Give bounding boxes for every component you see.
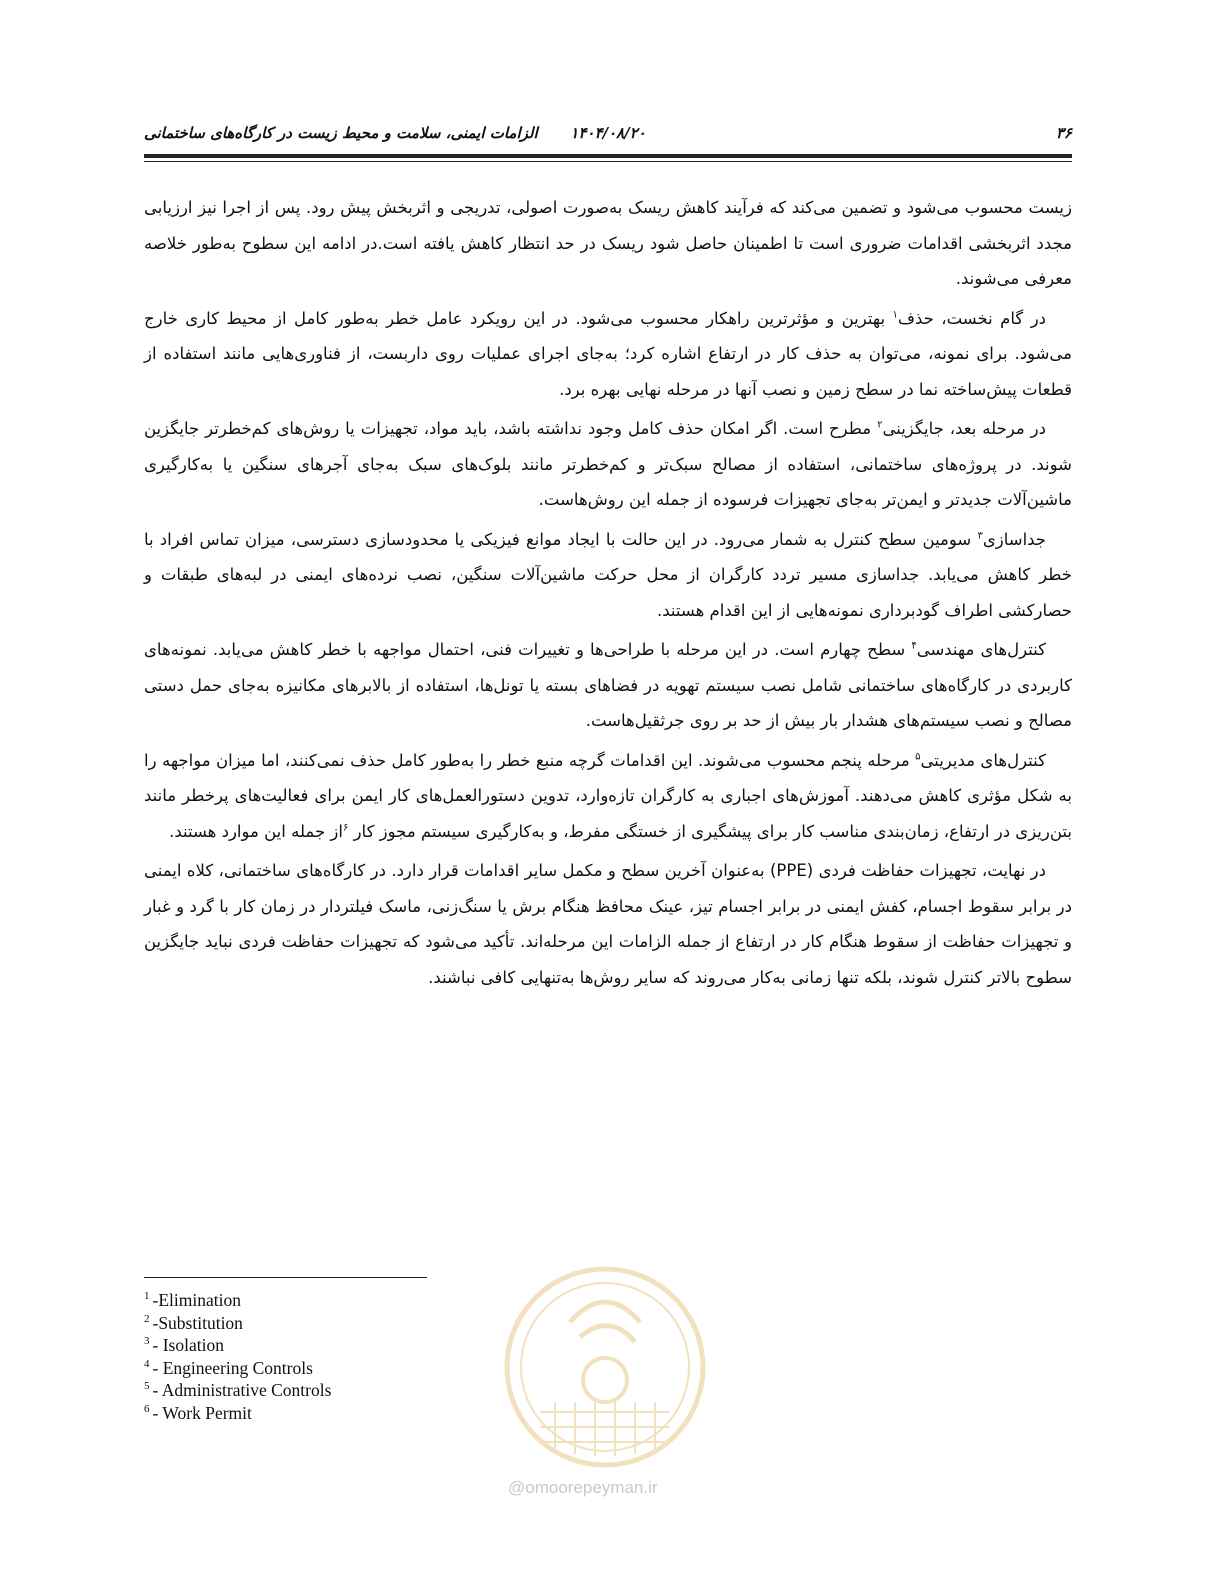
watermark-text: @omoorepeyman.ir: [508, 1478, 658, 1497]
footnote-ref[interactable]: ۶: [342, 822, 349, 833]
page-header: [144, 120, 1072, 148]
footnote-ref[interactable]: ۱: [892, 309, 898, 320]
header-rule-thin: [144, 161, 1072, 162]
header-title: الزامات ایمنی، سلامت و محیط زیست در کارگاه‌های ساختمانی: [144, 124, 538, 142]
footnote-item: $^6$ - Work Permit: [144, 1402, 252, 1423]
footnote-ref[interactable]: ۳: [977, 530, 983, 541]
footnote-item: $^5$ - Administrative Controls: [144, 1380, 332, 1400]
footnotes: [144, 1289, 544, 1424]
footnote-item: $^3$ - Isolation: [144, 1335, 224, 1355]
footnote-rule: [144, 1277, 427, 1278]
footnote-item: $^1$ -Elimination: [144, 1290, 241, 1310]
body-text: [144, 190, 1072, 999]
header-date: ۱۴۰۴/۰۸/۲۰: [570, 124, 646, 142]
paragraph-isolation: جداسازی$^۳$ سومین سطح کنترل به شمار می‌رود. در این حالت با ایجاد موانع فیزیکی یا محدودسازی دسترسی، میزان تماس افراد با خطر کاهش می‌یابد. جداسازی مسیر تردد کارگران از محل حرکت ماشین‌آلات سنگین، نصب نرده‌های ایمنی در لبه‌های طبقات و حصارکشی اطراف گودبرداری نمونه‌هایی از این اقدام هستند.: [144, 529, 1072, 620]
paragraph-elimination: در گام نخست، حذف$^۱$ بهترین و مؤثرترین راهکار محسوب می‌شود. در این رویکرد عامل خطر به‌طور کامل از محیط کاری خارج می‌شود. برای نمونه، می‌توان به حذف کار در ارتفاع اشاره کرد؛ به‌جای اجرای عملیات روی داربست، از فناوری‌هایی مانند استفاده از قطعات پیش‌ساخته نما در سطح زمین و نصب آنها در مرحله نهایی بهره برد.: [144, 308, 1072, 399]
header-rule-thick: [144, 154, 1072, 158]
footnote-item: $^4$ - Engineering Controls: [144, 1357, 313, 1378]
paragraph-engineering: کنترل‌های مهندسی$^۴$ سطح چهارم است. در این مرحله با طراحی‌ها و تغییرات فنی، احتمال مواجهه با خطر کاهش می‌یابد. نمونه‌های کاربردی در کارگاه‌های ساختمانی شامل نصب سیستم تهویه در فضاهای بسته یا تونل‌ها، استفاده از بالابرهای مکانیزه به‌جای حمل دستی مصالح و نصب سیستم‌های هشدار بار بیش از حد بر روی جرثقیل‌هاست.: [144, 640, 1072, 730]
footnote-item: $^2$ -Substitution: [144, 1312, 243, 1333]
paragraph-substitution: در مرحله بعد، جایگزینی$^۲$ مطرح است. اگر امکان حذف کامل وجود نداشته باشد، باید مواد، تجهیزات یا روش‌های کم‌خطرتر جایگزین شوند. در پروژه‌های ساختمانی، استفاده از مصالح سبک‌تر و کم‌خطرتر مانند بلوک‌های سبک به‌جای آجرهای سنگین یا به‌کارگیری ماشین‌آلات جدیدتر و ایمن‌تر به‌جای تجهیزات فرسوده از جمله این روش‌هاست.: [144, 419, 1072, 509]
paragraph-administrative: کنترل‌های مدیریتی$^۵$ مرحله پنجم محسوب می‌شوند. این اقدامات گرچه منبع خطر را به‌طور کامل حذف نمی‌کنند، اما میزان مواجهه را به شکل مؤثری کاهش می‌دهند. آموزش‌های اجباری به کارگران تازه‌وارد، تدوین دستورالعمل‌های کار ایمن برای فعالیت‌های پرخطر مانند بتن‌ریزی در ارتفاع، زمان‌بندی مناسب کار برای پیشگیری از خستگی مفرط، و به‌کارگیری سیستم مجوز کار $^۶$از جمله این موارد هستند.: [144, 750, 1072, 841]
footnote-ref[interactable]: ۲: [877, 419, 883, 431]
paragraph-intro: زیست محسوب می‌شود و تضمین می‌کند که فرآیند کاهش ریسک به‌صورت اصولی، تدریجی و اثربخش پیش رود. پس از اجرا نیز ارزیابی مجدد اثربخشی اقدامات ضروری است تا اطمینان حاصل شود ریسک در حد انتظار کاهش یافته است.در ادامه این سطوح به‌طور خلاصه معرفی می‌شوند.: [144, 198, 1072, 288]
page-number: ۳۶: [1055, 124, 1072, 142]
seal-logo-icon: [500, 1262, 710, 1472]
footnote-ref[interactable]: ۴: [911, 640, 917, 652]
paragraph-ppe: در نهایت، تجهیزات حفاظت فردی (PPE) به‌عنوان آخرین سطح و مکمل سایر اقدامات قرار دارد. در کارگاه‌های ساختمانی، کلاه ایمنی در برابر سقوط اجسام، کفش ایمنی در برابر اجسام تیز، عینک محافظ هنگام برش یا سنگ‌زنی، ماسک فیلتردار در زمان کار با گرد و غبار و تجهیزات حفاظت از سقوط هنگام کار در ارتفاع از جمله الزامات این مرحله‌اند. تأکید می‌شود که تجهیزات حفاظت فردی نباید جایگزین سطوح بالاتر کنترل شوند، بلکه تنها زمانی به‌کار می‌روند که سایر روش‌ها به‌تنهایی کافی نباشند.: [144, 861, 1072, 987]
footnote-ref[interactable]: ۵: [915, 751, 921, 762]
